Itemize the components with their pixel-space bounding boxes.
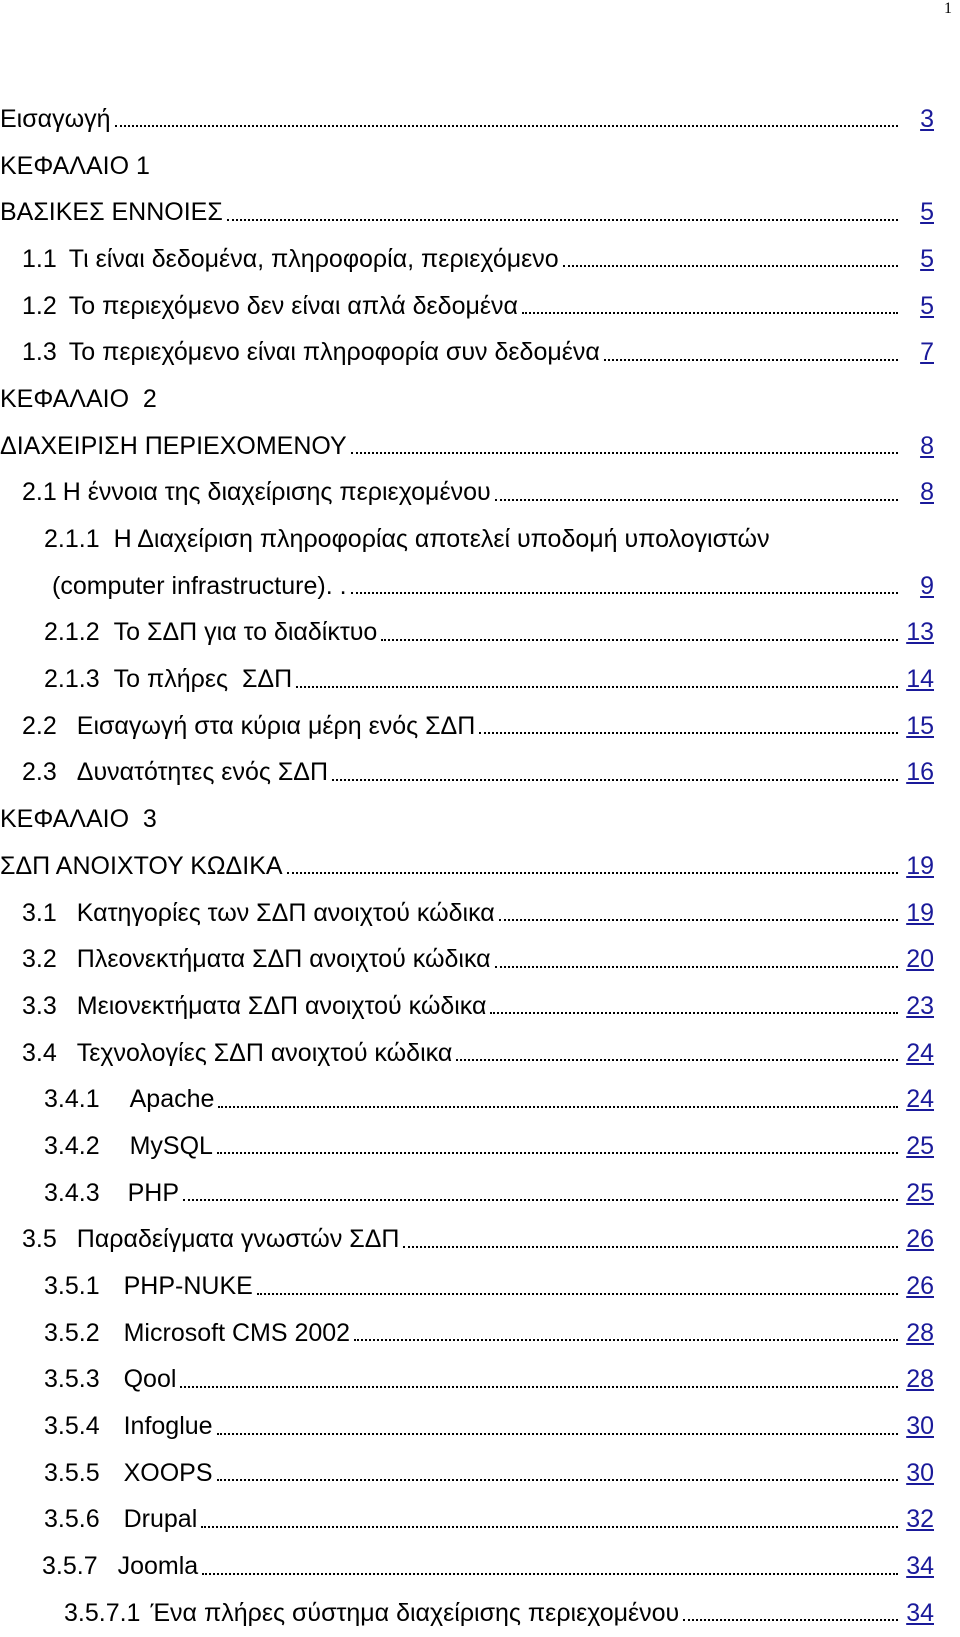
toc-entry-number: 2.1 (22, 478, 57, 507)
toc-entry-number: 1.2 (22, 291, 57, 320)
toc-entry-title: Η έννοια της διαχείρισης περιεχομένου (62, 478, 491, 507)
toc-entry-number: 3.5.1 (44, 1272, 100, 1301)
toc-page-link[interactable]: 3 (920, 104, 934, 133)
dot-leader (202, 1573, 898, 1575)
toc-entry (0, 890, 934, 937)
toc-entry-number: 3.5.6 (44, 1505, 100, 1534)
dot-leader (218, 1106, 898, 1108)
toc-entry (0, 470, 934, 517)
toc-entry (0, 1076, 934, 1123)
toc-page-link[interactable]: 24 (906, 1038, 934, 1067)
toc-entry (0, 423, 934, 470)
toc-entry-title: Τεχνολογίες ΣΔΠ ανοιχτού κώδικα (76, 1038, 453, 1067)
toc-entry-title: Μειονεκτήματα ΣΔΠ ανοιχτού κώδικα (76, 991, 487, 1020)
toc-entry-title: Joomla (117, 1552, 199, 1581)
toc-entry (0, 843, 934, 890)
toc-entry-number: 2.1.3 (44, 665, 100, 694)
toc-entry-title: Εισαγωγή στα κύρια μέρη ενός ΣΔΠ (76, 711, 476, 740)
toc-page-link[interactable]: 28 (906, 1318, 934, 1347)
dot-leader (351, 452, 898, 454)
toc-entry-title: Το πλήρες ΣΔΠ (113, 665, 293, 694)
toc-entry-number: 1.1 (22, 244, 57, 273)
toc-entry (0, 1170, 934, 1217)
toc-entry-number: 3.3 (22, 991, 57, 1020)
toc-entry (0, 1590, 934, 1637)
dot-leader (495, 966, 898, 968)
toc-page-link[interactable]: 19 (906, 851, 934, 880)
toc-entry-title: ΒΑΣΙΚΕΣ ΕΝΝΟΙΕΣ (0, 198, 223, 227)
toc-entry-number: 1.3 (22, 338, 57, 367)
toc-entry (0, 329, 934, 376)
toc-entry (0, 1310, 934, 1357)
toc-entry (0, 376, 934, 423)
toc-entry-title: XOOPS (123, 1458, 213, 1487)
toc-entry-title: ΣΔΠ ΑΝΟΙΧΤΟΥ ΚΩΔΙΚΑ (0, 851, 283, 880)
dot-leader (217, 1433, 898, 1435)
toc-entry-number: 3.4.3 (44, 1178, 100, 1207)
toc-page-link[interactable]: 8 (920, 478, 934, 507)
dot-leader (403, 1246, 898, 1248)
toc-page-link[interactable]: 25 (906, 1131, 934, 1160)
toc-entry-number: 3.2 (22, 945, 57, 974)
toc-entry-title: Drupal (123, 1505, 198, 1534)
toc-entry-title: Microsoft CMS 2002 (123, 1318, 351, 1347)
toc-entry-number: 2.2 (22, 711, 57, 740)
toc-page-link[interactable]: 19 (906, 898, 934, 927)
toc-entry-title: Ένα πλήρες σύστημα διαχείρισης περιεχομένου (150, 1598, 680, 1627)
dot-leader (354, 1339, 898, 1341)
toc-entry-title: ΚΕΦΑΛΑΙΟ 2 (0, 384, 157, 413)
toc-entry (0, 703, 934, 750)
toc-entry-title: (computer infrastructure). . (52, 571, 347, 600)
toc-entry-number: 2.3 (22, 758, 57, 787)
toc-page-link[interactable]: 5 (920, 291, 934, 320)
toc-entry-number: 2.1.2 (44, 618, 100, 647)
toc-entry (0, 750, 934, 797)
toc-entry (0, 1123, 934, 1170)
toc-page-link[interactable]: 9 (920, 571, 934, 600)
toc-entry (0, 189, 934, 236)
toc-page-link[interactable]: 28 (906, 1365, 934, 1394)
dot-leader (332, 779, 898, 781)
toc-entry-title: Apache (129, 1085, 215, 1114)
dot-leader (479, 732, 898, 734)
toc-entry-title: Το ΣΔΠ για το διαδίκτυο (113, 618, 378, 647)
toc-entry-number: 3.4 (22, 1038, 57, 1067)
toc-entry (0, 656, 934, 703)
toc-entry (0, 1030, 934, 1077)
toc-entry (0, 1403, 934, 1450)
toc-entry (0, 1263, 934, 1310)
toc-entry-title: MySQL (129, 1131, 213, 1160)
dot-leader (499, 919, 898, 921)
dot-leader (257, 1293, 898, 1295)
toc-page-link[interactable]: 30 (906, 1412, 934, 1441)
toc-entry-title: PHP (127, 1178, 180, 1207)
toc-entry (0, 283, 934, 330)
page-number: 1 (944, 0, 952, 17)
dot-leader (180, 1386, 898, 1388)
toc-entry (0, 796, 934, 843)
toc-entry-number: 3.4.1 (44, 1085, 100, 1114)
toc-entry-number: 3.5.3 (44, 1365, 100, 1394)
toc-entry-title: ΔΙΑΧΕΙΡΙΣΗ ΠΕΡΙΕΧΟΜΕΝΟΥ (0, 431, 347, 460)
table-of-contents (0, 96, 934, 1637)
toc-entry-title: Κατηγορίες των ΣΔΠ ανοιχτού κώδικα (76, 898, 495, 927)
toc-entry (0, 516, 934, 563)
toc-entry-title: PHP-NUKE (123, 1272, 253, 1301)
toc-entry-title: Η Διαχείριση πληροφορίας αποτελεί υποδομή υπολογιστών (113, 525, 770, 554)
toc-page-link[interactable]: 5 (920, 244, 934, 273)
toc-page-link[interactable]: 34 (906, 1598, 934, 1627)
toc-page-link[interactable]: 34 (906, 1552, 934, 1581)
toc-entry-title: Δυνατότητες ενός ΣΔΠ (76, 758, 329, 787)
toc-entry-title: Qool (123, 1365, 177, 1394)
toc-page-link[interactable]: 26 (906, 1225, 934, 1254)
dot-leader (563, 265, 898, 267)
dot-leader (604, 359, 898, 361)
toc-page-link[interactable]: 15 (906, 711, 934, 740)
toc-entry-number: 3.5.4 (44, 1412, 100, 1441)
toc-page-link[interactable]: 20 (906, 945, 934, 974)
toc-page-link[interactable]: 8 (920, 431, 934, 460)
dot-leader (522, 312, 898, 314)
dot-leader (495, 499, 898, 501)
toc-entry-title: Το περιεχόμενο είναι πληροφορία συν δεδομένα (68, 338, 600, 367)
dot-leader (201, 1526, 898, 1528)
dot-leader (683, 1619, 898, 1621)
toc-entry-title: ΚΕΦΑΛΑΙΟ 1 (0, 151, 150, 180)
toc-entry-number: 3.5.7 (42, 1552, 98, 1581)
dot-leader (296, 686, 898, 688)
toc-page-link[interactable]: 13 (906, 618, 934, 647)
toc-entry (0, 96, 934, 143)
dot-leader (183, 1199, 898, 1201)
dot-leader (490, 1012, 898, 1014)
toc-entry-number: 2.1.1 (44, 525, 100, 554)
toc-entry-title: Παραδείγματα γνωστών ΣΔΠ (76, 1225, 400, 1254)
toc-entry-number: 3.5 (22, 1225, 57, 1254)
toc-page-link[interactable]: 16 (906, 758, 934, 787)
toc-entry-number: 3.5.5 (44, 1458, 100, 1487)
toc-entry (0, 563, 934, 610)
toc-page-link[interactable]: 24 (906, 1085, 934, 1114)
dot-leader (217, 1479, 898, 1481)
toc-page-link[interactable]: 32 (906, 1505, 934, 1534)
toc-entry (0, 1543, 934, 1590)
toc-entry (0, 236, 934, 283)
dot-leader (115, 125, 898, 127)
toc-page-link[interactable]: 30 (906, 1458, 934, 1487)
toc-page-link[interactable]: 23 (906, 991, 934, 1020)
toc-entry (0, 1357, 934, 1404)
toc-page-link[interactable]: 7 (920, 338, 934, 367)
toc-entry-number: 3.1 (22, 898, 57, 927)
toc-page-link[interactable]: 26 (906, 1272, 934, 1301)
toc-entry (0, 936, 934, 983)
toc-entry-number: 3.4.2 (44, 1131, 100, 1160)
toc-entry (0, 1450, 934, 1497)
dot-leader (227, 219, 898, 221)
toc-entry-number: 3.5.7.1 (64, 1598, 141, 1627)
toc-entry-title: Εισαγωγή (0, 104, 111, 133)
toc-entry (0, 1497, 934, 1544)
toc-entry (0, 610, 934, 657)
toc-entry-title: Τι είναι δεδομένα, πληροφορία, περιεχόμενο (68, 244, 559, 273)
toc-entry (0, 1217, 934, 1264)
toc-page-link[interactable]: 25 (906, 1178, 934, 1207)
dot-leader (456, 1059, 898, 1061)
dot-leader (217, 1152, 898, 1154)
toc-page-link[interactable]: 14 (906, 665, 934, 694)
toc-entry (0, 143, 934, 190)
toc-entry-title: Το περιεχόμενο δεν είναι απλά δεδομένα (68, 291, 518, 320)
dot-leader (351, 592, 898, 594)
toc-page-link[interactable]: 5 (920, 198, 934, 227)
toc-entry-title: Infoglue (123, 1412, 213, 1441)
toc-entry-title: Πλεονεκτήματα ΣΔΠ ανοιχτού κώδικα (76, 945, 491, 974)
toc-entry (0, 983, 934, 1030)
dot-leader (287, 872, 898, 874)
dot-leader (381, 639, 898, 641)
toc-entry-title: ΚΕΦΑΛΑΙΟ 3 (0, 805, 157, 834)
toc-entry-number: 3.5.2 (44, 1318, 100, 1347)
